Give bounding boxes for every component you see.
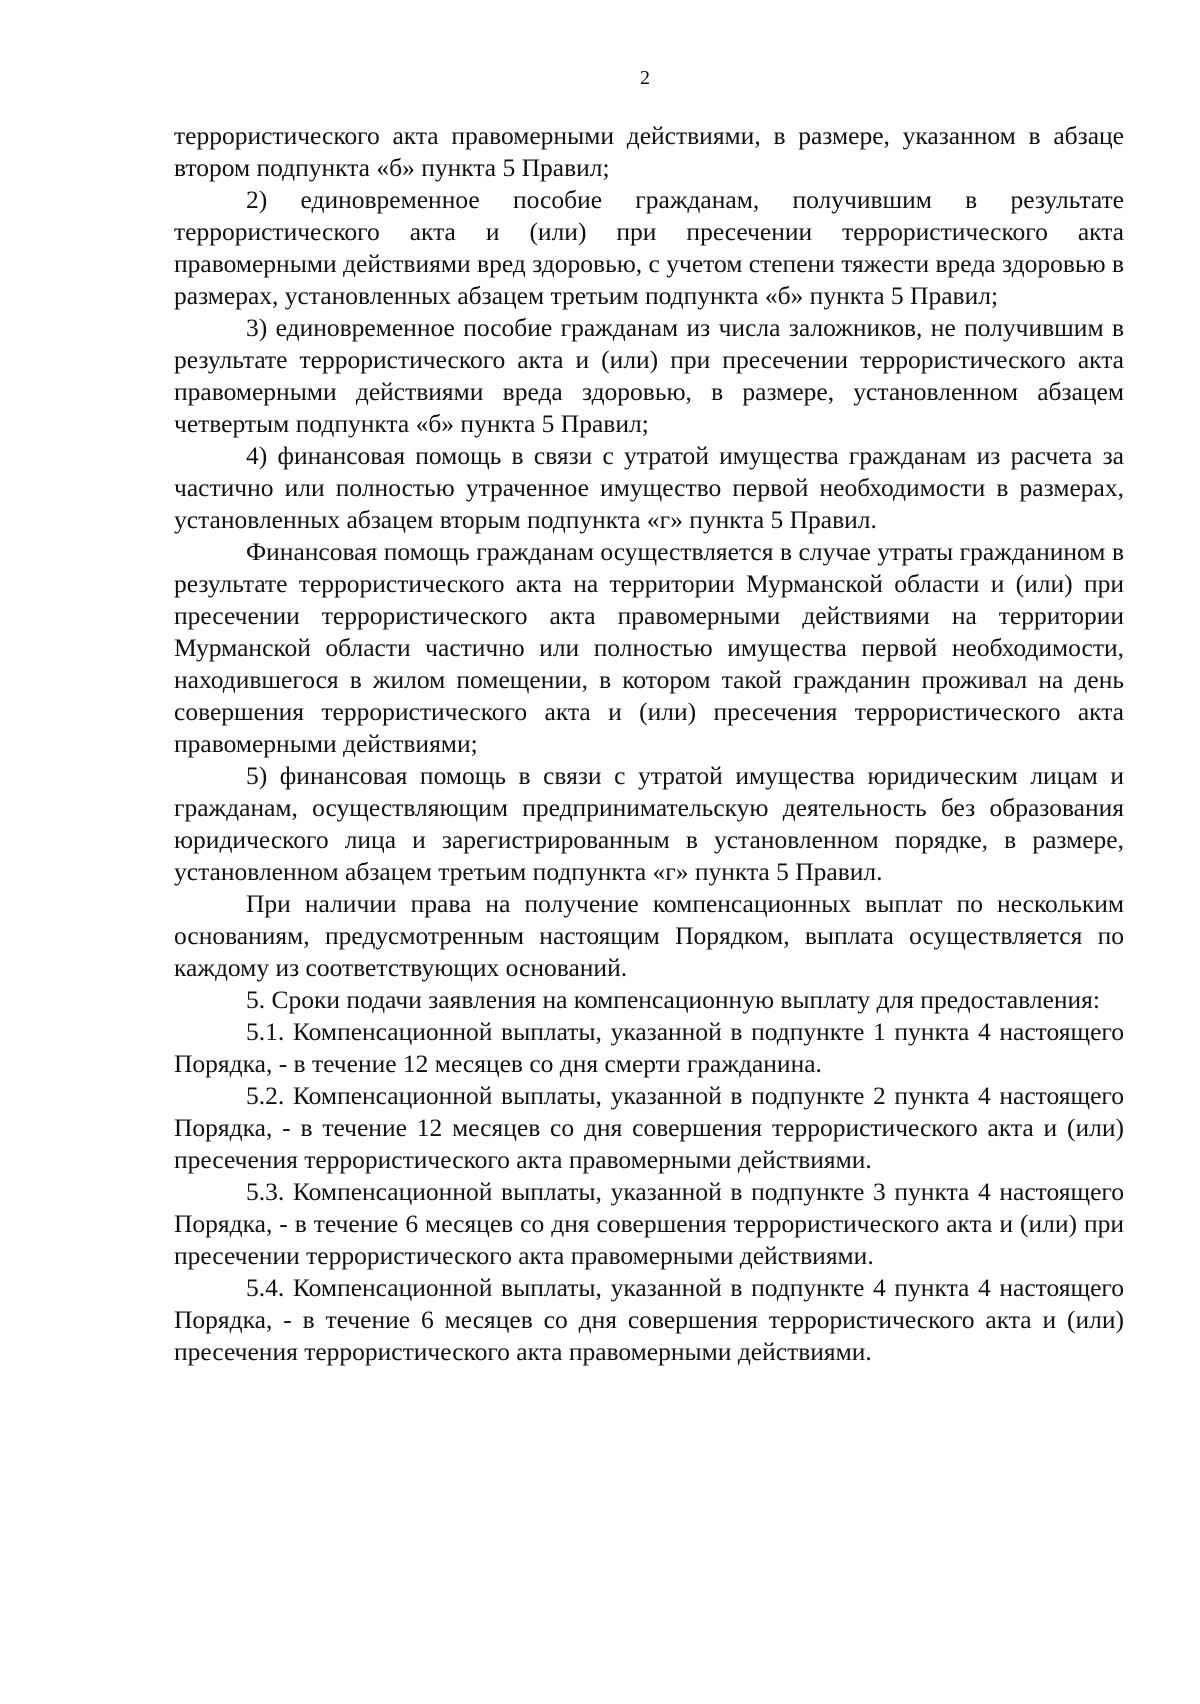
page-number: 2 bbox=[640, 67, 650, 89]
paragraph-financial-aid: Финансовая помощь гражданам осуществляется в случае утраты гражданином в результате террористического акта на территории Мурманской области и (или) при пресечении террористического акта правомерными действиями на территории Мурманской области частично или полностью имущества первой необходимости, находившегося в жилом помещении, в котором такой гражданин проживал на день совершения террористического акта и (или) пресечения террористического акта правомерными действиями; bbox=[174, 537, 1124, 758]
paragraph-item-2: 2) единовременное пособие гражданам, получившим в результате террористического акта и (или) при пресечении террористического акта правомерными действиями вред здоровью, с учетом степени тяжести вреда здоровью в размерах, установленных абзацем третьим подпункта «б» пункта 5 Правил; bbox=[174, 185, 1124, 310]
paragraph-5-2: 5.2. Компенсационной выплаты, указанной в подпункте 2 пункта 4 настоящего Порядка, - в течение 12 месяцев со дня совершения террористического акта и (или) пресечения террористического акта правомерными действиями. bbox=[174, 1081, 1124, 1174]
paragraph-5-1: 5.1. Компенсационной выплаты, указанной в подпункте 1 пункта 4 настоящего Порядка, - в течение 12 месяцев со дня смерти гражданина. bbox=[174, 1017, 1124, 1078]
paragraph-5-3: 5.3. Компенсационной выплаты, указанной в подпункте 3 пункта 4 настоящего Порядка, - в течение 6 месяцев со дня совершения террористического акта и (или) при пресечении террористического акта правомерными действиями. bbox=[174, 1177, 1124, 1270]
paragraph-item-3: 3) единовременное пособие гражданам из числа заложников, не получившим в результате террористического акта и (или) при пресечении террористического акта правомерными действиями вреда здоровью, в размере, установленном абзацем четвертым подпункта «б» пункта 5 Правил; bbox=[174, 313, 1124, 438]
paragraph-continuation: террористического акта правомерными действиями, в размере, указанном в абзаце втором подпункта «б» пункта 5 Правил; bbox=[174, 121, 1124, 182]
paragraph-section-5: 5. Сроки подачи заявления на компенсационную выплату для предоставления: bbox=[246, 985, 1100, 1014]
paragraph-5-4: 5.4. Компенсационной выплаты, указанной в подпункте 4 пункта 4 настоящего Порядка, - в течение 6 месяцев со дня совершения террористического акта и (или) пресечения террористического акта правомерными действиями. bbox=[174, 1273, 1124, 1366]
paragraph-item-4: 4) финансовая помощь в связи с утратой имущества гражданам из расчета за частично или полностью утраченное имущество первой необходимости в размерах, установленных абзацем вторым подпункта «г» пункта 5 Правил. bbox=[174, 441, 1124, 534]
paragraph-multiple-grounds: При наличии права на получение компенсационных выплат по нескольким основаниям, предусмотренным настоящим Порядком, выплата осуществляется по каждому из соответствующих оснований. bbox=[174, 889, 1124, 982]
paragraph-item-5: 5) финансовая помощь в связи с утратой имущества юридическим лицам и гражданам, осуществляющим предпринимательскую деятельность без образования юридического лица и зарегистрированным в установленном порядке, в размере, установленном абзацем третьим подпункта «г» пункта 5 Правил. bbox=[174, 761, 1124, 886]
document-body bbox=[174, 120, 1124, 1368]
